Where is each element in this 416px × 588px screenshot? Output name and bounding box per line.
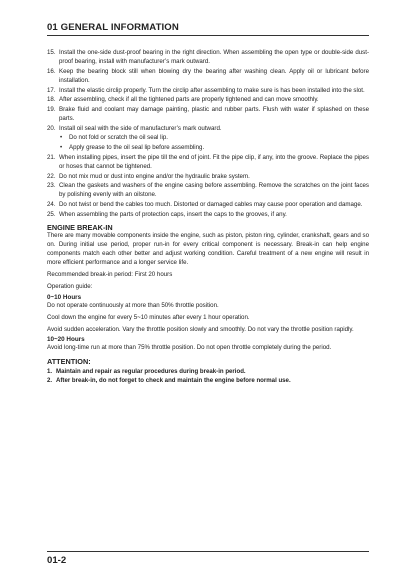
list-item [47,153,369,171]
attention-text: After break-in, do not forget to check and maintain the engine before normal use. [56,377,291,385]
item-text: Install oil seal with the side of manufacturer’s mark outward. [59,124,222,132]
item-number: 17. [47,86,56,94]
item-text: Do not mix mud or dust into engine and/or the hydraulic brake system. [59,172,250,180]
item-number: 22. [47,172,56,180]
item-number: 19. [47,105,56,113]
attention-item [47,367,369,376]
list-item [47,172,369,181]
breakin-title: ENGINE BREAK-IN [47,222,113,232]
breakin-intro: There are many movable components inside the engine, such as piston, piston ring, cylinder, crankshaft, gears and so on. During initial use period, proper run-in for every critical component is necessary. Break-in can help engine components match each other better and adjust working condition. Careful treatment of a new engine will result in more efficient performance and a longer service life. [47,232,369,267]
item-text: Keep the bearing block still when blowing dry the bearing after washing clean. Apply oil or lubricant before installation. [59,67,369,84]
item-text: When assembling the parts of protection caps, insert the caps to the grooves, if any. [59,210,287,218]
list-item [47,210,369,219]
page-content [47,48,369,385]
page-header [47,22,369,36]
list-item [47,95,369,104]
bullet-icon: • [60,134,63,142]
item-number: 23. [47,182,56,190]
item-number: 18. [47,96,56,104]
item-text: Brake fluid and coolant may damage painting, plastic and rubber parts. Flush with water if splashed on these parts. [59,105,369,123]
item-number: 25. [47,210,56,218]
item-number: 16. [47,67,56,75]
item-text: Do not twist or bend the cables too much. Distorted or damaged cables may cause poor operation and damage. [59,201,363,209]
list-item [47,48,369,66]
operation-guide-label: Operation guide: [47,283,93,291]
list-item [47,105,369,123]
list-item [47,67,369,85]
item-text: Install the one-side dust-proof bearing in the right direction. When assembling the open type or double-side dust-proof bearing, install with manufacturer’s mark outward. [59,49,369,66]
item-number: 21. [47,153,56,161]
breakin-period: Recommended break-in period: First 20 hours [47,271,173,279]
attention-item [47,376,369,385]
item-number: 24. [47,201,56,209]
bullet-text: Do not fold or scratch the oil seal lip. [69,134,168,142]
breakin-instruction: Cool down the engine for every 5~10 minutes after every 1 hour operation. [47,313,250,321]
phase-heading-0-10: 0~10 Hours [47,293,82,301]
list-item [47,124,369,133]
item-number: 15. [47,49,56,56]
bullet-icon: • [60,144,63,152]
chapter-title: 01 GENERAL INFORMATION [47,22,179,33]
attention-number: 2. [47,377,53,385]
bullet-item [47,133,369,142]
list-item [47,200,369,209]
attention-number: 1. [47,368,53,376]
breakin-instruction: Do not operate continuously at more than 50% throttle position. [47,301,219,309]
item-number: 20. [47,124,56,132]
attention-text: Maintain and repair as regular procedures during break-in period. [56,368,246,376]
page-footer [47,551,369,566]
item-text: Clean the gaskets and washers of the engine casing before assembling. Remove the scratches on the joint faces by polishing evenly with an oilstone. [59,182,369,199]
page-number: 01-2 [47,555,67,566]
item-text: When installing pipes, insert the pipe till the end of joint. Fit the pipe clip, if any, into the groove. Replace the pipes or hoses that cannot be tightened. [59,153,369,170]
bullet-item [47,143,369,152]
list-item [47,181,369,199]
phase-heading-10-20: 10~20 Hours [47,336,85,344]
breakin-instruction: Avoid long-time run at more than 75% throttle position. Do not open throttle completely during the period. [47,344,332,352]
bullet-text: Apply grease to the oil seal lip before assembling. [69,144,205,152]
breakin-instruction: Avoid sudden acceleration. Vary the throttle position slowly and smoothly. Do not vary the throttle position rapidly. [47,325,354,333]
attention-title: ATTENTION: [47,357,91,367]
list-item [47,86,369,95]
item-text: After assembling, check if all the tightened parts are properly tightened and can move smoothly. [59,96,319,104]
item-text: Install the elastic circlip properly. Turn the circlip after assembling to make sure is has been installed into the slot. [59,86,365,94]
